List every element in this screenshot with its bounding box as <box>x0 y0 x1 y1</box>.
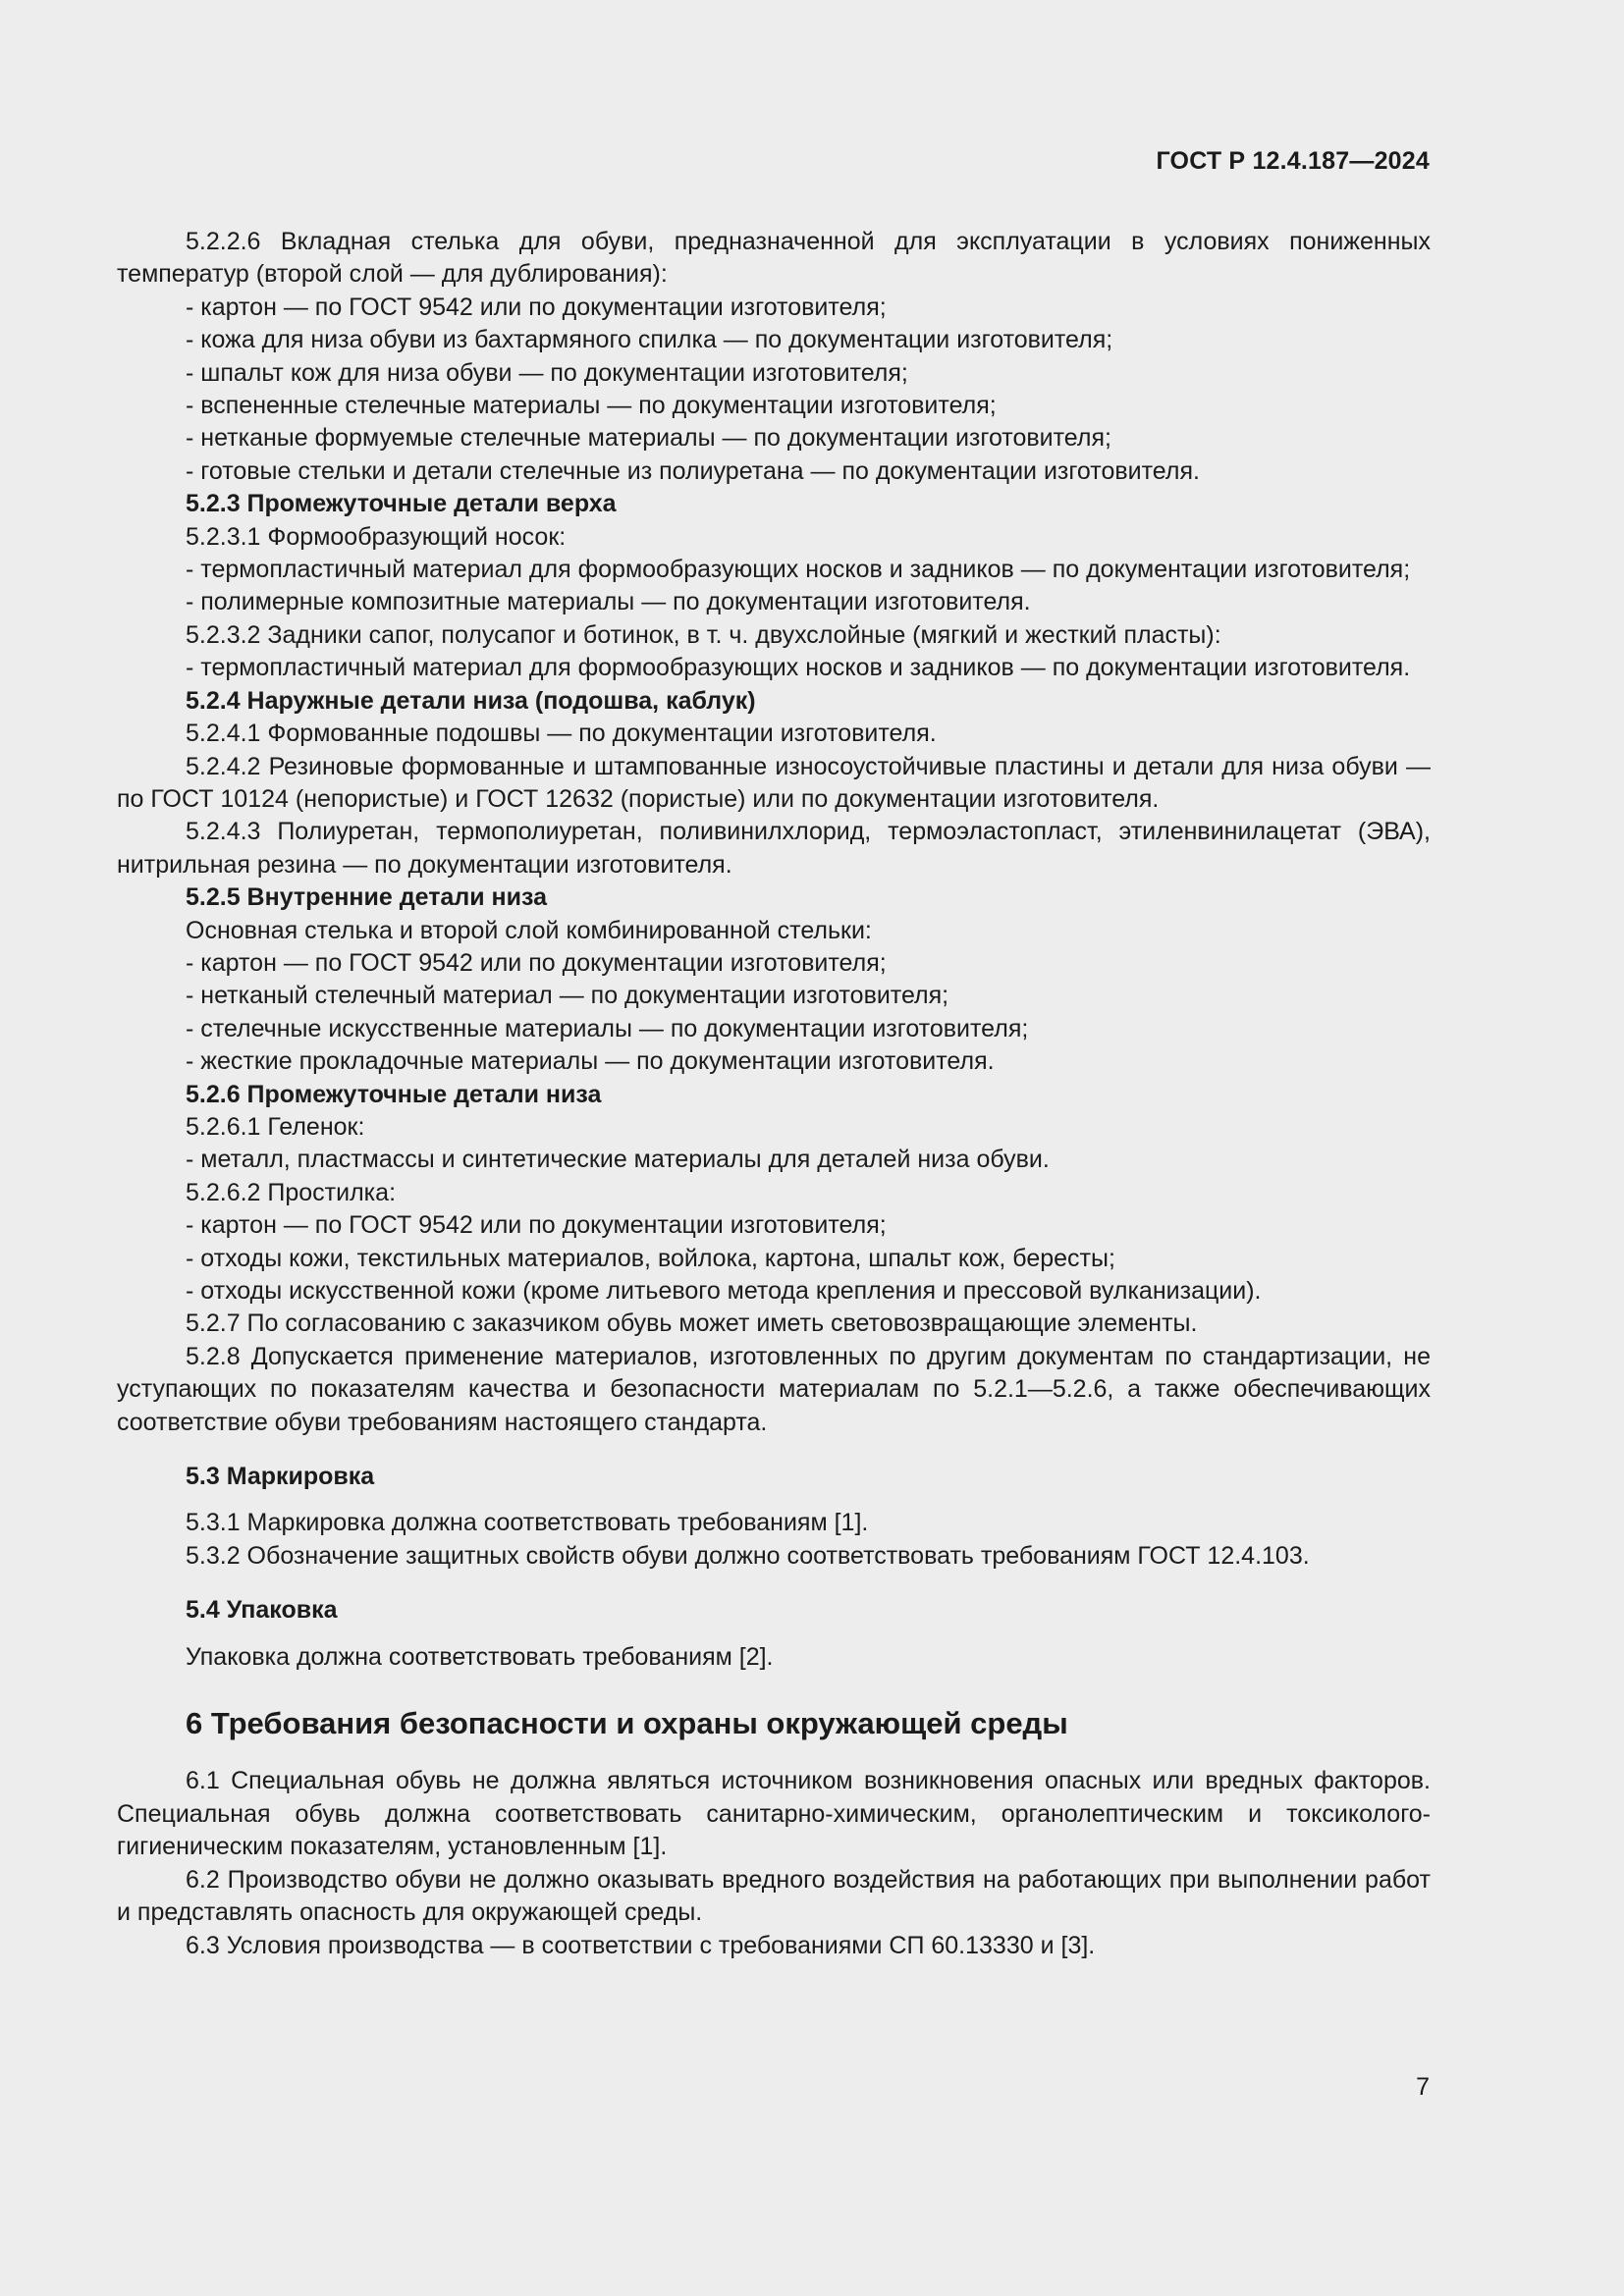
heading-5-2-5: 5.2.5 Внутренние детали низа <box>186 883 548 912</box>
paragraph-5-2-6-2: 5.2.6.2 Простилка: <box>186 1178 397 1206</box>
list-item: - отходы кожи, текстильных материалов, войлока, картона, шпальт кож, бересты; <box>186 1244 1115 1272</box>
list-item: - нетканые формуемые стелечные материалы — по документации изготовителя; <box>186 424 1111 453</box>
heading-5-3: 5.3 Маркировка <box>186 1463 375 1491</box>
paragraph-5-2-2-6: 5.2.2.6 Вкладная стелька для обуви, предназначенной для эксплуатации в условиях пониженных температур (второй слой — для дублирования): <box>117 228 1431 289</box>
heading-5-2-4: 5.2.4 Наружные детали низа (подошва, каблук) <box>186 686 756 715</box>
paragraph-5-2-4-3: 5.2.4.3 Полиуретан, термополиуретан, поливинилхлорид, термоэластопласт, этиленвинилацетат (ЭВА), нитрильная резина — по документации изготовителя. <box>117 818 1431 879</box>
paragraph-5-2-7: 5.2.7 По согласованию с заказчиком обувь может иметь световозвращающие элементы. <box>186 1309 1198 1338</box>
list-item: - картон — по ГОСТ 9542 или по документации изготовителя; <box>186 293 887 321</box>
heading-section-6: 6 Требования безопасности и охраны окружающей среды <box>186 1706 1068 1741</box>
paragraph-5-2-8: 5.2.8 Допускается применение материалов, изготовленных по другим документам по стандартизации, не уступающих по показателям качества и безопасности материалам по 5.2.1—5.2.6, а также обеспечивающих соответствие обуви требованиям настоящего стандарта. <box>117 1342 1431 1436</box>
paragraph-5-3-1: 5.3.1 Маркировка должна соответствовать требованиям [1]. <box>186 1509 869 1537</box>
paragraph-6-3: 6.3 Условия производства — в соответствии с требованиями СП 60.13330 и [3]. <box>186 1931 1096 1959</box>
list-item: - картон — по ГОСТ 9542 или по документации изготовителя; <box>186 948 887 977</box>
paragraph-5-2-5: Основная стелька и второй слой комбинированной стельки: <box>186 916 872 944</box>
list-item: - отходы искусственной кожи (кроме литьевого метода крепления и прессовой вулканизации). <box>186 1277 1262 1305</box>
page-number: 7 <box>1416 2073 1430 2101</box>
list-item: - картон — по ГОСТ 9542 или по документации изготовителя; <box>186 1211 887 1240</box>
paragraph-5-2-6-1: 5.2.6.1 Геленок: <box>186 1112 365 1141</box>
list-item: - металл, пластмассы и синтетические материалы для деталей низа обуви. <box>186 1146 1050 1174</box>
paragraph-5-2-4-2: 5.2.4.2 Резиновые формованные и штампованные износоустойчивые пластины и детали для низа обуви — по ГОСТ 10124 (непористые) и ГОСТ 12632 (пористые) или по документации изготовителя. <box>117 752 1431 813</box>
list-item: - кожа для низа обуви из бахтармяного спилка — по документации изготовителя; <box>186 326 1113 354</box>
list-item: - стелечные искусственные материалы — по документации изготовителя; <box>186 1014 1029 1042</box>
list-item: - термопластичный материал для формообразующих носков и задников — по документации изготовителя. <box>186 654 1411 682</box>
heading-5-2-3: 5.2.3 Промежуточные детали верха <box>186 490 617 518</box>
document-header: ГОСТ Р 12.4.187—2024 <box>1156 147 1430 175</box>
page-content <box>117 226 1431 1962</box>
paragraph-6-1: 6.1 Специальная обувь не должна являться источником возникновения опасных или вредных факторов. Специальная обувь должна соответствовать санитарно-химическим, органолептическим и токсиколого-гигиеническим показателям, установленным [1]. <box>117 1767 1431 1861</box>
paragraph-5-2-4-1: 5.2.4.1 Формованные подошвы — по документации изготовителя. <box>186 720 937 748</box>
list-item: - жесткие прокладочные материалы — по документации изготовителя. <box>186 1047 995 1076</box>
list-item: - готовые стельки и детали стелечные из полиуретана — по документации изготовителя. <box>186 456 1200 485</box>
list-item: - термопластичный материал для формообразующих носков и задников — по документации изготовителя; <box>186 556 1411 584</box>
list-item: - нетканый стелечный материал — по документации изготовителя; <box>186 982 949 1010</box>
paragraph-5-2-3-2: 5.2.3.2 Задники сапог, полусапог и ботинок, в т. ч. двухслойные (мягкий и жесткий пласты): <box>186 620 1221 649</box>
paragraph-5-4: Упаковка должна соответствовать требованиям [2]. <box>186 1642 774 1671</box>
paragraph-5-3-2: 5.3.2 Обозначение защитных свойств обуви должно соответствовать требованиям ГОСТ 12.4.103. <box>186 1541 1310 1570</box>
list-item: - полимерные композитные материалы — по документации изготовителя. <box>186 588 1031 616</box>
paragraph-5-2-3-1: 5.2.3.1 Формообразующий носок: <box>186 522 567 551</box>
heading-5-4: 5.4 Упаковка <box>186 1596 338 1625</box>
list-item: - вспененные стелечные материалы — по документации изготовителя; <box>186 392 997 420</box>
list-item: - шпальт кож для низа обуви — по документации изготовителя; <box>186 358 908 387</box>
paragraph-6-2: 6.2 Производство обуви не должно оказывать вредного воздействия на работающих при выполнении работ и представлять опасность для окружающей среды. <box>117 1865 1431 1927</box>
heading-5-2-6: 5.2.6 Промежуточные детали низа <box>186 1080 602 1108</box>
